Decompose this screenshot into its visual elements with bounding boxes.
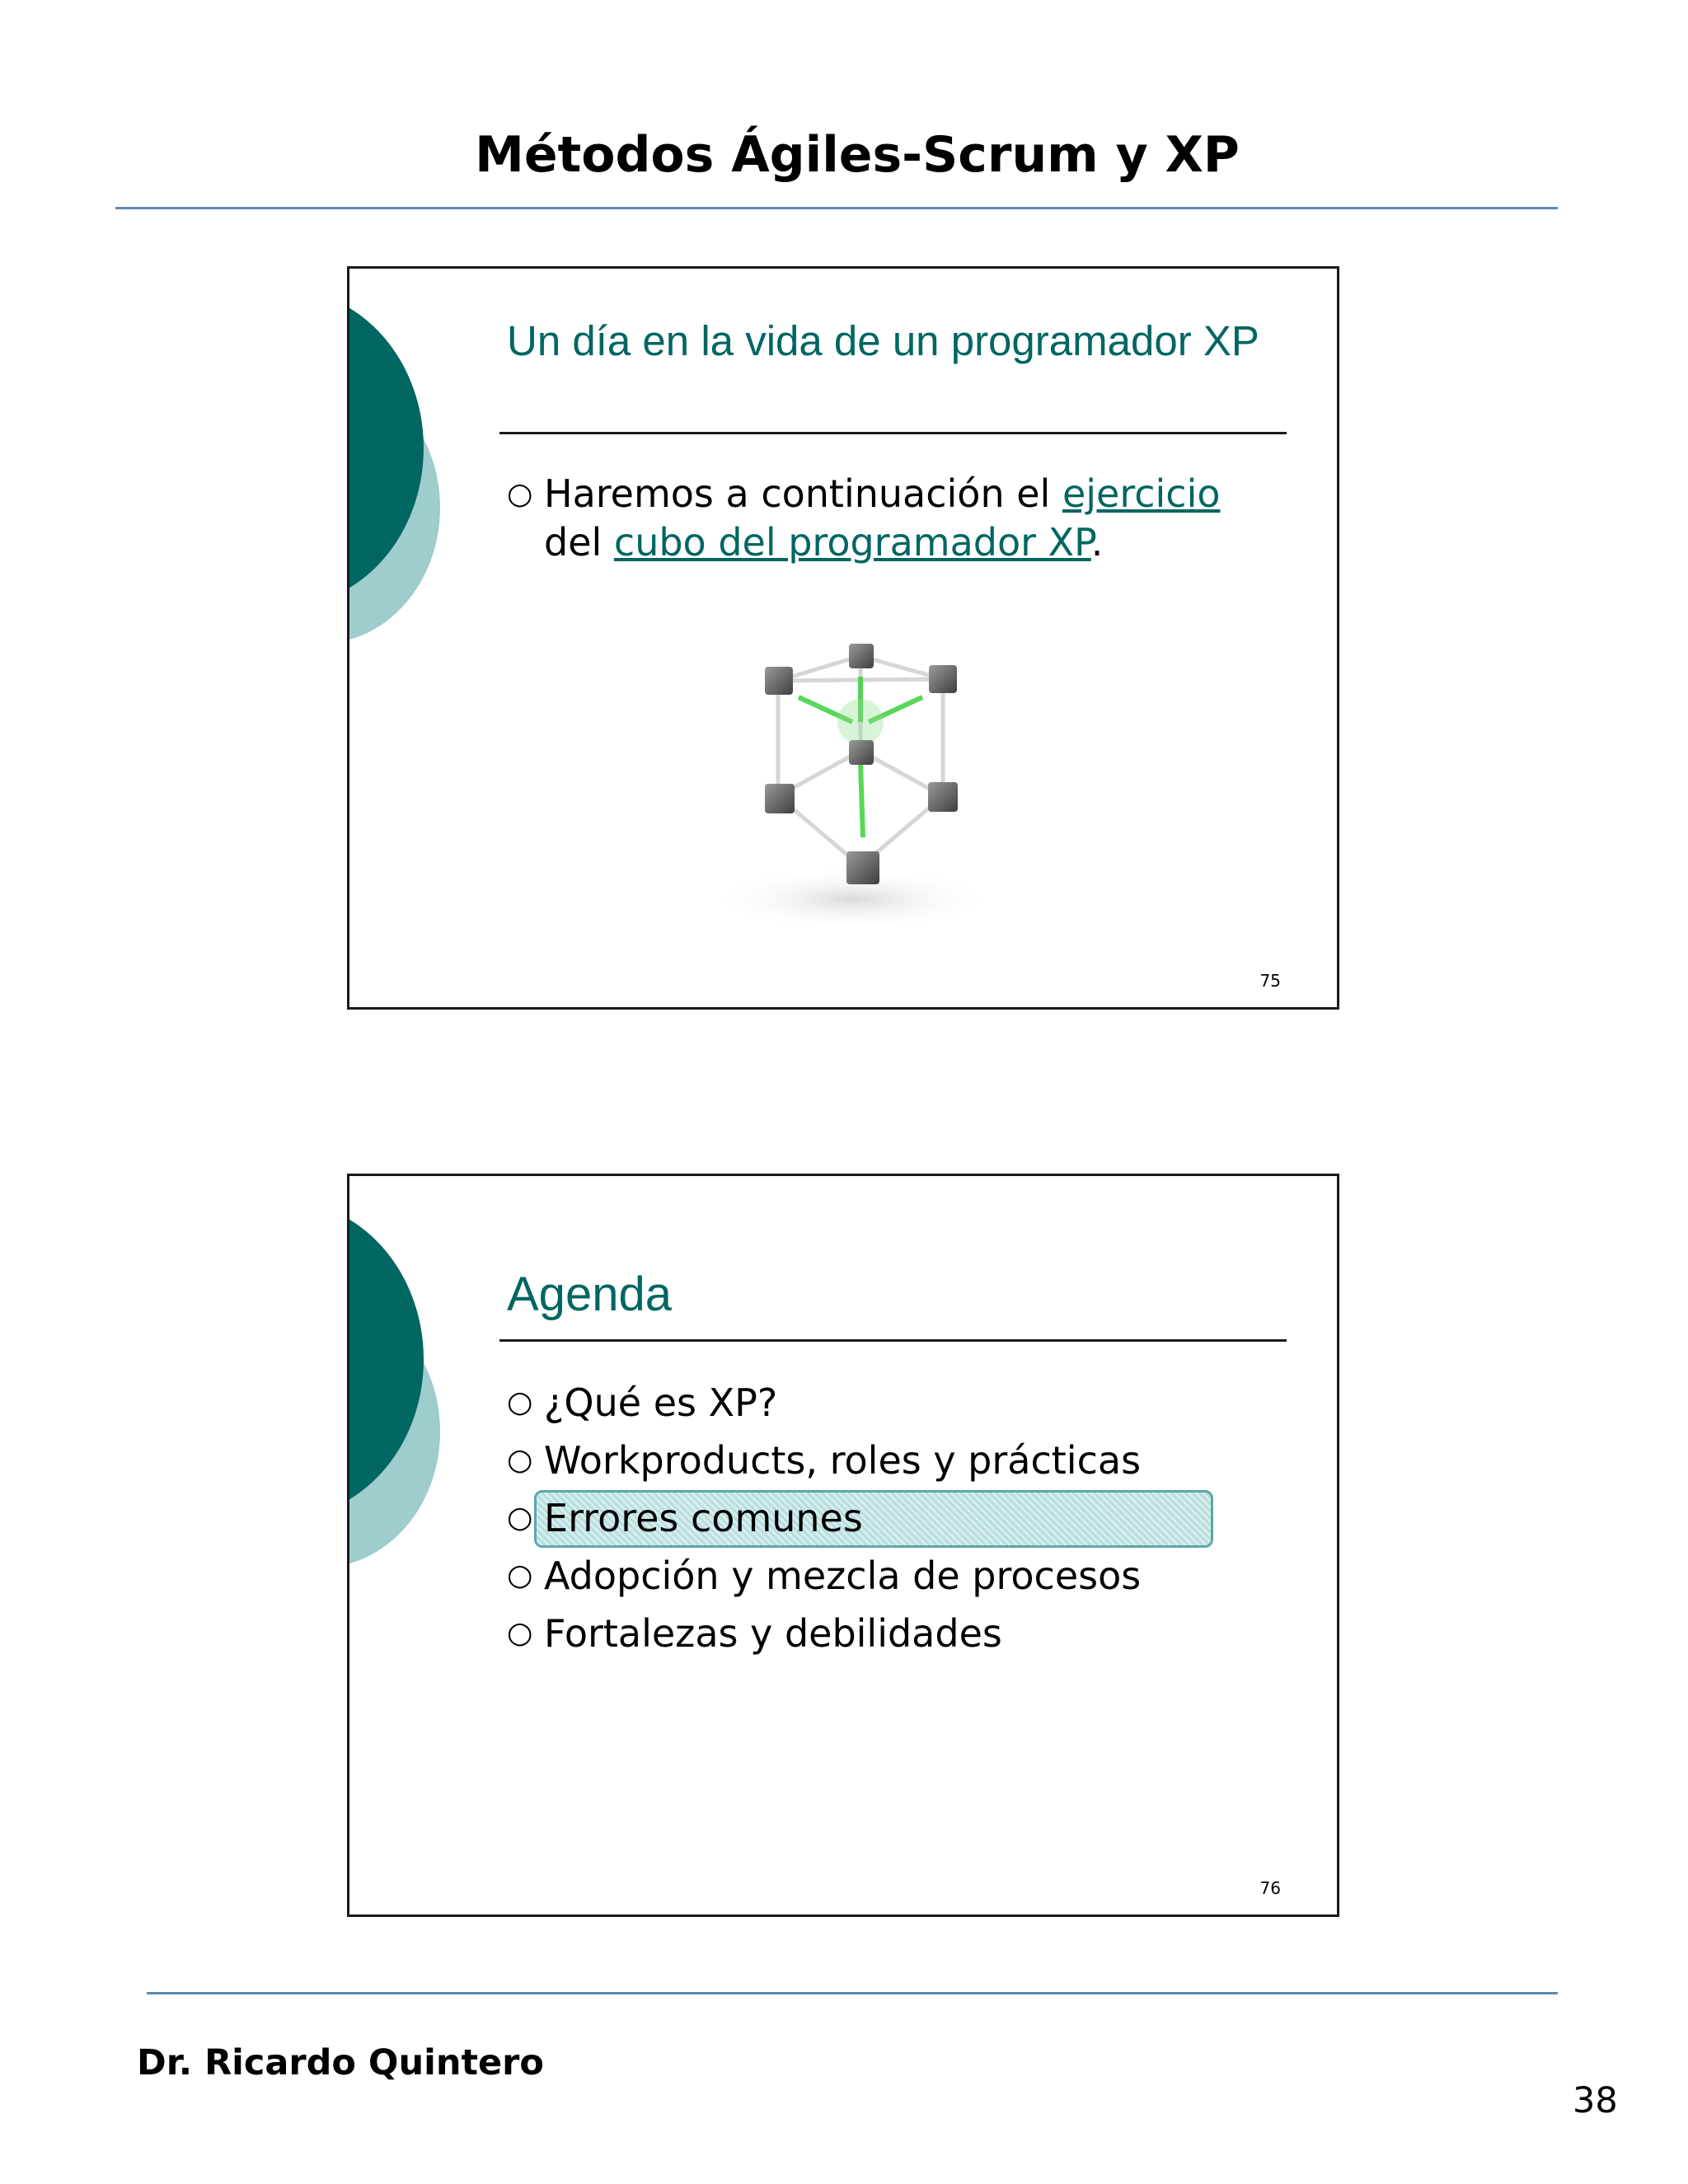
slide-number: 75 bbox=[1259, 971, 1281, 991]
bullet-circle-icon: ○ bbox=[507, 1501, 533, 1535]
exercise-link[interactable]: ejercicio bbox=[1062, 471, 1221, 516]
bullet-circle-icon: ○ bbox=[507, 1385, 533, 1419]
list-item: ○ Fortalezas y debilidades bbox=[507, 1605, 1273, 1662]
slide-75 bbox=[347, 266, 1339, 1010]
footer-divider bbox=[147, 1992, 1558, 1994]
list-item: ○ Haremos a continuación el ejercicio del cubo del programador XP. bbox=[507, 471, 1221, 565]
xp-cube-link[interactable]: cubo del programador XP bbox=[613, 520, 1091, 565]
author-name: Dr. Ricardo Quintero bbox=[137, 2042, 544, 2083]
bullet-circle-icon: ○ bbox=[507, 477, 533, 511]
slide-76 bbox=[347, 1174, 1339, 1917]
slide-title: Agenda bbox=[507, 1268, 672, 1321]
bullet-list bbox=[507, 470, 1273, 567]
page-number: 38 bbox=[1573, 2080, 1618, 2121]
list-item: ○ Adopción y mezcla de procesos bbox=[507, 1547, 1273, 1605]
bullet-circle-icon: ○ bbox=[507, 1616, 533, 1650]
slide-title-divider bbox=[499, 432, 1287, 434]
header-divider bbox=[115, 207, 1558, 209]
bullet-circle-icon: ○ bbox=[507, 1558, 533, 1592]
bullet-circle-icon: ○ bbox=[507, 1443, 533, 1477]
page-title: Métodos Ágiles-Scrum y XP bbox=[475, 126, 1240, 184]
slide-title: Un día en la vida de un programador XP bbox=[507, 317, 1259, 364]
cube-illustration bbox=[696, 627, 1009, 940]
agenda-list bbox=[507, 1374, 1273, 1662]
list-item-highlighted: ○ Errores comunes bbox=[507, 1489, 1273, 1547]
slide-title-divider bbox=[499, 1339, 1287, 1342]
slide-number: 76 bbox=[1259, 1878, 1281, 1898]
list-item: ○ ¿Qué es XP? bbox=[507, 1374, 1273, 1432]
list-item: ○ Workproducts, roles y prácticas bbox=[507, 1432, 1273, 1489]
